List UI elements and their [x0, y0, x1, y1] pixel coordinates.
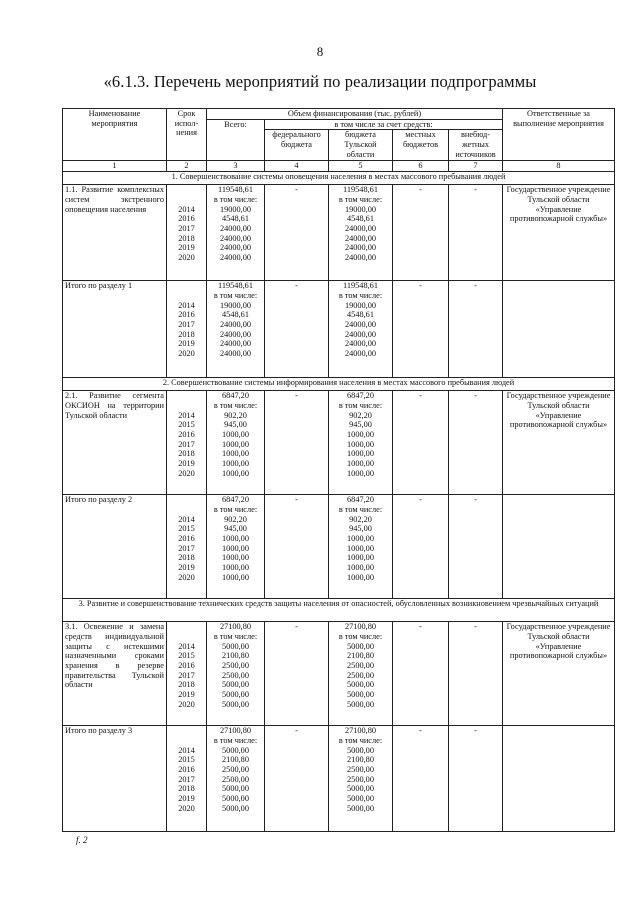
total-values-line: 6847,20 [222, 495, 249, 505]
document-title: «6.1.3. Перечень мероприятий по реализации подпрограммы [103, 72, 537, 91]
column-number-row [63, 161, 615, 172]
header-volume: Объем финансирования (тыс. рублей) [207, 109, 503, 120]
term-years-line: 2015 [178, 420, 195, 430]
total-values-line: 5000,00 [222, 745, 249, 755]
federal-value: - [265, 185, 329, 281]
total-values-line: 2500,00 [222, 660, 249, 670]
section-title: 2. Совершенствование системы информирования населения в местах массового пребывания людей [63, 378, 615, 391]
term-years-line: 2020 [178, 253, 195, 263]
local-value: - [393, 391, 449, 495]
term-years-line [169, 505, 204, 515]
total-values-line: 24000,00 [219, 253, 252, 263]
term-years-line: 2019 [178, 459, 195, 469]
total-values [207, 622, 265, 726]
term-years-line: 2016 [178, 310, 195, 320]
term-years-line [169, 736, 204, 746]
regional-values-line: 5000,00 [347, 680, 374, 690]
total-values [207, 726, 265, 832]
regional-values-line: 24000,00 [344, 329, 377, 339]
total-values-line: 4548,61 [222, 214, 249, 224]
regional-values-line: 1000,00 [347, 468, 374, 478]
term-years-line: 2019 [178, 243, 195, 253]
total-values-line: 945,00 [224, 524, 247, 534]
header-name: Наименование мероприятия [63, 109, 167, 161]
term-years-line: 2015 [178, 755, 195, 765]
term-years-line: 2016 [178, 764, 195, 774]
regional-values-line: 6847,20 [347, 391, 374, 401]
term-years [167, 726, 207, 832]
regional-values-line: 1000,00 [347, 449, 374, 459]
term-years-line: 2016 [178, 660, 195, 670]
regional-values-line: 24000,00 [344, 243, 377, 253]
header-responsible: Ответственные за выполнение мероприятия [503, 109, 615, 161]
federal-value: - [265, 622, 329, 726]
regional-values-line: 27100,80 [344, 726, 377, 736]
regional-values-line: 2100,80 [347, 651, 374, 661]
regional-values-line: 2500,00 [347, 774, 374, 784]
regional-values-line: 6847,20 [347, 495, 374, 505]
term-years-line: 2014 [178, 641, 195, 651]
term-years-line: 2014 [178, 300, 195, 310]
total-values-line: в том числе: [213, 631, 258, 641]
regional-values-line: 1000,00 [347, 439, 374, 449]
term-years-line: 2020 [178, 803, 195, 813]
total-values-line: 902,20 [224, 410, 247, 420]
table-row [63, 726, 615, 832]
regional-values-line: 119548,61 [343, 281, 378, 291]
term-years [167, 281, 207, 378]
activity-name: 1.1. Развитие комплексных систем экстренного оповещения населения [63, 185, 167, 281]
total-values-line: 27100,80 [219, 726, 252, 736]
activity-name: 3.1. Освежение и замена средств индивидуальной защиты с истекшими назначенными сроками хранения в резерве правительства Тульской области [63, 622, 167, 726]
federal-value: - [265, 391, 329, 495]
header-federal: федерального бюджета [265, 130, 329, 161]
total-values-line: 1000,00 [222, 553, 249, 563]
header-local: местных бюджетов [393, 130, 449, 161]
column-number: 1 [63, 161, 167, 172]
regional-values-line: 1000,00 [347, 533, 374, 543]
term-years-line: 2016 [178, 214, 195, 224]
term-years-line: 2020 [178, 468, 195, 478]
regional-values-line: 27100,80 [344, 622, 377, 632]
regional-values-line: 24000,00 [344, 223, 377, 233]
term-years-line [169, 401, 204, 411]
term-years-line [169, 195, 204, 205]
total-values-line: в том числе: [213, 504, 258, 514]
total-values-line: 24000,00 [219, 329, 252, 339]
local-value: - [393, 281, 449, 378]
term-years-line: 2015 [178, 524, 195, 534]
offbudget-value: - [449, 391, 503, 495]
total-values-line: 5000,00 [222, 803, 249, 813]
local-value: - [393, 185, 449, 281]
total-values-line: 1000,00 [222, 459, 249, 469]
column-number: 8 [503, 161, 615, 172]
offbudget-value: - [449, 281, 503, 378]
regional-values-line: 119548,61 [343, 185, 378, 195]
handwritten-mark: f. 2 [76, 835, 88, 845]
total-values-line: 119548,61 [218, 281, 253, 291]
total-values-line: 5000,00 [222, 699, 249, 709]
total-values-line: 5000,00 [222, 641, 249, 651]
offbudget-value: - [449, 495, 503, 599]
term-years-line: 2017 [178, 439, 195, 449]
header-including: в том числе за счет средств: [265, 119, 503, 130]
regional-values-line: 2100,80 [347, 755, 374, 765]
total-values-line: 24000,00 [219, 339, 252, 349]
activity-name: 2.1. Развитие сегмента ОКСИОН на территории Тульской области [63, 391, 167, 495]
section-title-row [63, 172, 615, 185]
term-years-line: 2020 [178, 699, 195, 709]
regional-values-line: 24000,00 [344, 339, 377, 349]
regional-values-line: в том числе: [338, 194, 383, 204]
header-offbudget: внебюд-жетных источников [449, 130, 503, 161]
term-years-line: 2017 [178, 223, 195, 233]
total-values-line: 902,20 [224, 514, 247, 524]
column-number: 6 [393, 161, 449, 172]
regional-values-line: 24000,00 [344, 319, 377, 329]
regional-values-line: 5000,00 [347, 690, 374, 700]
responsible: Государственное учреждение Тульской области «Управление противопожарной службы» [503, 622, 615, 726]
term-years-line: 2016 [178, 533, 195, 543]
regional-values [329, 726, 393, 832]
total-values-line: в том числе: [213, 290, 258, 300]
local-value: - [393, 495, 449, 599]
regional-values [329, 622, 393, 726]
regional-values-line: 24000,00 [344, 253, 377, 263]
term-years-line [169, 495, 204, 505]
total-values-line: 19000,00 [219, 300, 252, 310]
term-years-line: 2014 [178, 204, 195, 214]
total-values-line: в том числе: [213, 194, 258, 204]
total-values-line: 1000,00 [222, 533, 249, 543]
term-years-line: 2018 [178, 449, 195, 459]
regional-values-line: 902,20 [349, 410, 372, 420]
responsible [503, 281, 615, 378]
regional-values-line: 5000,00 [347, 794, 374, 804]
header-term: Срок испол-нения [167, 109, 207, 161]
total-values-line: 1000,00 [222, 543, 249, 553]
term-years-line: 2018 [178, 329, 195, 339]
regional-values-line: в том числе: [338, 400, 383, 410]
total-values-line: 24000,00 [219, 243, 252, 253]
table-row [63, 495, 615, 599]
term-years [167, 622, 207, 726]
total-values [207, 185, 265, 281]
section-title: 1. Совершенствование системы оповещения населения в местах массового пребывания людей [63, 172, 615, 185]
term-years-line [169, 622, 204, 632]
total-values-line: 5000,00 [222, 690, 249, 700]
activity-name: Итого по разделу 2 [63, 495, 167, 599]
table-row [63, 281, 615, 378]
term-years-line [169, 281, 204, 291]
total-values-line: 1000,00 [222, 429, 249, 439]
regional-values [329, 391, 393, 495]
regional-values-line: 1000,00 [347, 572, 374, 582]
total-values [207, 391, 265, 495]
term-years-line: 2018 [178, 784, 195, 794]
term-years-line [169, 291, 204, 301]
regional-values-line: 4548,61 [347, 214, 374, 224]
term-years [167, 185, 207, 281]
term-years-line: 2019 [178, 339, 195, 349]
term-years-line: 2020 [178, 572, 195, 582]
column-number: 3 [207, 161, 265, 172]
regional-values-line: 24000,00 [344, 349, 377, 359]
regional-values-line: 1000,00 [347, 459, 374, 469]
regional-values-line: 24000,00 [344, 233, 377, 243]
total-values-line: 6847,20 [222, 391, 249, 401]
term-years-line: 2019 [178, 794, 195, 804]
term-years-line: 2017 [178, 543, 195, 553]
total-values-line: 1000,00 [222, 468, 249, 478]
regional-values-line: 2500,00 [347, 764, 374, 774]
total-values-line: 19000,00 [219, 204, 252, 214]
regional-values-line: в том числе: [338, 290, 383, 300]
regional-values-line: 945,00 [349, 524, 372, 534]
column-number: 7 [449, 161, 503, 172]
term-years-line: 2014 [178, 410, 195, 420]
regional-values-line: в том числе: [338, 735, 383, 745]
responsible: Государственное учреждение Тульской области «Управление противопожарной службы» [503, 185, 615, 281]
term-years-line: 2017 [178, 670, 195, 680]
offbudget-value: - [449, 726, 503, 832]
total-values-line: в том числе: [213, 735, 258, 745]
regional-values-line: 5000,00 [347, 641, 374, 651]
term-years [167, 391, 207, 495]
activity-name: Итого по разделу 1 [63, 281, 167, 378]
regional-values-line: 5000,00 [347, 699, 374, 709]
offbudget-value: - [449, 622, 503, 726]
total-values-line: 24000,00 [219, 349, 252, 359]
total-values-line: 1000,00 [222, 449, 249, 459]
section-title-row [63, 599, 615, 622]
federal-value: - [265, 281, 329, 378]
term-years-line: 2019 [178, 690, 195, 700]
table-row [63, 622, 615, 726]
total-values-line: 27100,80 [219, 622, 252, 632]
page-number: 8 [316, 44, 324, 59]
total-values-line: 24000,00 [219, 319, 252, 329]
term-years-line: 2017 [178, 774, 195, 784]
regional-values [329, 495, 393, 599]
total-values-line: 4548,61 [222, 310, 249, 320]
term-years-line: 2018 [178, 233, 195, 243]
column-number: 4 [265, 161, 329, 172]
term-years-line [169, 632, 204, 642]
regional-values-line: 19000,00 [344, 204, 377, 214]
regional-values-line: 1000,00 [347, 563, 374, 573]
table-row [63, 391, 615, 495]
regional-values [329, 185, 393, 281]
total-values [207, 281, 265, 378]
regional-values-line: 945,00 [349, 420, 372, 430]
activity-name: Итого по разделу 3 [63, 726, 167, 832]
total-values-line: 5000,00 [222, 784, 249, 794]
term-years-line: 2018 [178, 553, 195, 563]
term-years-line: 2014 [178, 514, 195, 524]
regional-values-line: в том числе: [338, 504, 383, 514]
term-years [167, 495, 207, 599]
regional-values-line: 5000,00 [347, 784, 374, 794]
regional-values-line: 1000,00 [347, 429, 374, 439]
total-values-line: 2100,80 [222, 755, 249, 765]
total-values-line: 2500,00 [222, 774, 249, 784]
total-values-line: 5000,00 [222, 680, 249, 690]
regional-values-line: 2500,00 [347, 660, 374, 670]
term-years-line [169, 726, 204, 736]
regional-values-line: 902,20 [349, 514, 372, 524]
total-values-line: 119548,61 [218, 185, 253, 195]
total-values-line: 2100,80 [222, 651, 249, 661]
responsible [503, 726, 615, 832]
responsible [503, 495, 615, 599]
table-row [63, 185, 615, 281]
term-years-line [169, 185, 204, 195]
total-values-line: 5000,00 [222, 794, 249, 804]
total-values-line: 1000,00 [222, 563, 249, 573]
regional-values [329, 281, 393, 378]
local-value: - [393, 622, 449, 726]
total-values-line: 24000,00 [219, 223, 252, 233]
header-regional: бюджета Тульской области [329, 130, 393, 161]
federal-value: - [265, 495, 329, 599]
total-values-line: 1000,00 [222, 572, 249, 582]
regional-values-line: 5000,00 [347, 803, 374, 813]
regional-values-line: в том числе: [338, 631, 383, 641]
regional-values-line: 1000,00 [347, 553, 374, 563]
section-title: 3. Развитие и совершенствование технических средств защиты населения от опасностей, обусловленных возникновением чрезвычайных ситуаций [63, 599, 615, 622]
activities-table [62, 108, 615, 832]
term-years-line: 2019 [178, 563, 195, 573]
term-years-line: 2014 [178, 745, 195, 755]
offbudget-value: - [449, 185, 503, 281]
regional-values-line: 1000,00 [347, 543, 374, 553]
term-years-line [169, 391, 204, 401]
total-values-line: 2500,00 [222, 764, 249, 774]
local-value: - [393, 726, 449, 832]
header-total: Всего: [207, 119, 265, 161]
column-number: 2 [167, 161, 207, 172]
regional-values-line: 4548,61 [347, 310, 374, 320]
regional-values-line: 19000,00 [344, 300, 377, 310]
total-values-line: 945,00 [224, 420, 247, 430]
total-values-line: 1000,00 [222, 439, 249, 449]
total-values-line: 2500,00 [222, 670, 249, 680]
responsible: Государственное учреждение Тульской области «Управление противопожарной службы» [503, 391, 615, 495]
total-values-line: 24000,00 [219, 233, 252, 243]
term-years-line: 2020 [178, 349, 195, 359]
section-title-row [63, 378, 615, 391]
total-values [207, 495, 265, 599]
term-years-line: 2015 [178, 651, 195, 661]
term-years-line: 2018 [178, 680, 195, 690]
column-number: 5 [329, 161, 393, 172]
term-years-line: 2016 [178, 429, 195, 439]
regional-values-line: 5000,00 [347, 745, 374, 755]
total-values-line: в том числе: [213, 400, 258, 410]
federal-value: - [265, 726, 329, 832]
regional-values-line: 2500,00 [347, 670, 374, 680]
term-years-line: 2017 [178, 319, 195, 329]
